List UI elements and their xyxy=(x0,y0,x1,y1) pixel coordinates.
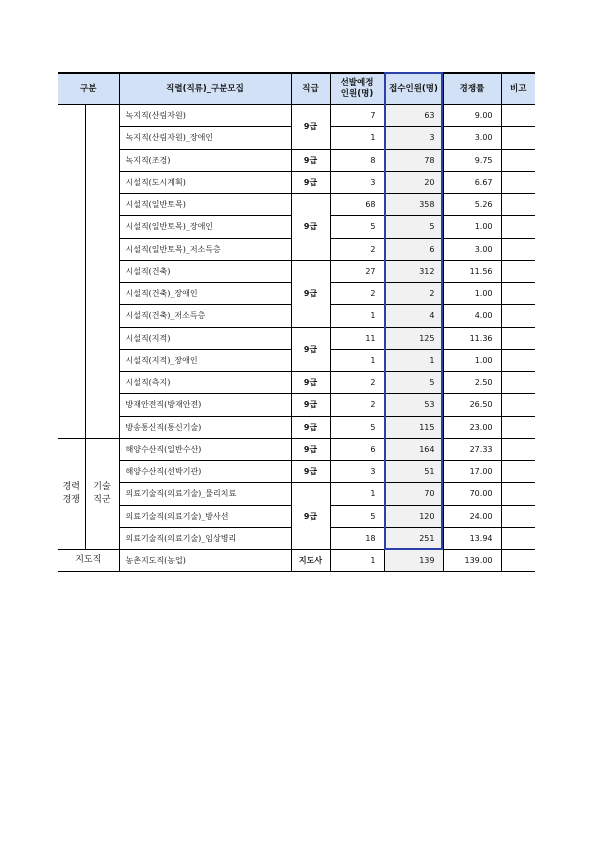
header-applicants: 접수인원(명) xyxy=(384,73,443,105)
planned-count: 11 xyxy=(330,327,384,349)
grade-cell: 9급 xyxy=(291,461,330,483)
competition-ratio: 1.00 xyxy=(443,283,501,305)
applicant-count: 251 xyxy=(384,527,443,549)
header-planned-line2: 인원(명) xyxy=(340,89,374,99)
grade-cell: 9급 xyxy=(291,416,330,438)
applicant-count: 5 xyxy=(384,372,443,394)
table-row xyxy=(58,394,535,416)
applicant-count: 63 xyxy=(384,105,443,127)
planned-count: 1 xyxy=(330,127,384,149)
tech-line2: 직군 xyxy=(93,494,111,505)
position-name: 해양수산직(선박기관) xyxy=(119,461,291,483)
competition-ratio: 11.56 xyxy=(443,260,501,282)
position-name: 의료기술직(의료기술)_방사선 xyxy=(119,505,291,527)
competition-ratio: 5.26 xyxy=(443,194,501,216)
applicant-count: 120 xyxy=(384,505,443,527)
position-name: 농촌지도직(농업) xyxy=(119,550,291,572)
note-cell xyxy=(501,461,535,483)
competition-ratio: 26.50 xyxy=(443,394,501,416)
table-row xyxy=(58,194,535,216)
competition-ratio: 3.00 xyxy=(443,127,501,149)
applicant-count: 5 xyxy=(384,216,443,238)
table-row xyxy=(58,483,535,505)
planned-count: 8 xyxy=(330,149,384,171)
planned-count: 5 xyxy=(330,216,384,238)
grade-cell: 9급 xyxy=(291,438,330,460)
table-row xyxy=(58,171,535,193)
planned-count: 2 xyxy=(330,238,384,260)
note-cell xyxy=(501,238,535,260)
position-name: 시설직(도시계획) xyxy=(119,171,291,193)
category-extension: 지도직 xyxy=(58,550,119,572)
planned-count: 2 xyxy=(330,372,384,394)
planned-count: 5 xyxy=(330,505,384,527)
note-cell xyxy=(501,527,535,549)
applicant-count: 115 xyxy=(384,416,443,438)
planned-count: 2 xyxy=(330,394,384,416)
tech-line1: 기술 xyxy=(93,481,111,492)
position-name: 의료기술직(의료기술)_임상병리 xyxy=(119,527,291,549)
position-name: 시설직(일반토목) xyxy=(119,194,291,216)
position-name: 시설직(일반토목)_장애인 xyxy=(119,216,291,238)
table-row xyxy=(58,438,535,460)
header-row xyxy=(58,73,535,105)
position-name: 녹지직(산림자원) xyxy=(119,105,291,127)
applicant-count: 53 xyxy=(384,394,443,416)
applicant-count: 51 xyxy=(384,461,443,483)
competition-ratio: 13.94 xyxy=(443,527,501,549)
note-cell xyxy=(501,394,535,416)
applicant-count: 125 xyxy=(384,327,443,349)
grade-cell: 9급 xyxy=(291,194,330,261)
header-position: 직렬(직류)_구분모집 xyxy=(119,73,291,105)
planned-count: 5 xyxy=(330,416,384,438)
header-note: 비고 xyxy=(501,73,535,105)
note-cell xyxy=(501,194,535,216)
competition-ratio: 24.00 xyxy=(443,505,501,527)
planned-count: 18 xyxy=(330,527,384,549)
planned-count: 27 xyxy=(330,260,384,282)
position-name: 시설직(지적)_장애인 xyxy=(119,349,291,371)
planned-count: 1 xyxy=(330,483,384,505)
competition-ratio: 6.67 xyxy=(443,171,501,193)
note-cell xyxy=(501,305,535,327)
note-cell xyxy=(501,372,535,394)
grade-cell: 9급 xyxy=(291,149,330,171)
note-cell xyxy=(501,171,535,193)
position-name: 방재안전직(방재안전) xyxy=(119,394,291,416)
applicant-count: 20 xyxy=(384,171,443,193)
category-blank-cell xyxy=(58,105,85,439)
competition-ratio: 1.00 xyxy=(443,216,501,238)
competition-ratio: 27.33 xyxy=(443,438,501,460)
planned-count: 2 xyxy=(330,283,384,305)
competition-ratio: 3.00 xyxy=(443,238,501,260)
planned-count: 1 xyxy=(330,349,384,371)
category-blank-subcell xyxy=(85,105,119,439)
header-planned-line1: 선발예정 xyxy=(340,78,374,88)
note-cell xyxy=(501,260,535,282)
grade-cell: 9급 xyxy=(291,171,330,193)
applicant-count: 358 xyxy=(384,194,443,216)
grade-cell: 9급 xyxy=(291,105,330,150)
position-name: 시설직(건축) xyxy=(119,260,291,282)
applicant-count: 6 xyxy=(384,238,443,260)
competition-ratio: 70.00 xyxy=(443,483,501,505)
planned-count: 1 xyxy=(330,550,384,572)
competition-ratio: 2.50 xyxy=(443,372,501,394)
position-name: 방송통신직(통신기술) xyxy=(119,416,291,438)
planned-count: 3 xyxy=(330,171,384,193)
grade-cell: 지도사 xyxy=(291,550,330,572)
position-name: 시설직(건축)_장애인 xyxy=(119,283,291,305)
table-row xyxy=(58,461,535,483)
planned-count: 3 xyxy=(330,461,384,483)
position-name: 시설직(측지) xyxy=(119,372,291,394)
header-planned xyxy=(330,73,384,105)
category-tech-group xyxy=(85,438,119,549)
planned-count: 1 xyxy=(330,305,384,327)
table-row xyxy=(58,327,535,349)
competition-ratio: 9.75 xyxy=(443,149,501,171)
planned-count: 7 xyxy=(330,105,384,127)
header-category: 구분 xyxy=(58,73,119,105)
note-cell xyxy=(501,283,535,305)
position-name: 녹지직(조경) xyxy=(119,149,291,171)
note-cell xyxy=(501,438,535,460)
grade-cell: 9급 xyxy=(291,394,330,416)
table-row xyxy=(58,550,535,572)
grade-cell: 9급 xyxy=(291,372,330,394)
table-row xyxy=(58,416,535,438)
header-grade: 직급 xyxy=(291,73,330,105)
note-cell xyxy=(501,216,535,238)
note-cell xyxy=(501,105,535,127)
competition-ratio: 1.00 xyxy=(443,349,501,371)
applicant-count: 139 xyxy=(384,550,443,572)
note-cell xyxy=(501,416,535,438)
competition-ratio: 9.00 xyxy=(443,105,501,127)
position-name: 의료기술직(의료기술)_물리치료 xyxy=(119,483,291,505)
recruitment-table xyxy=(58,72,535,572)
note-cell xyxy=(501,327,535,349)
career-line2: 경쟁 xyxy=(62,494,80,505)
note-cell xyxy=(501,483,535,505)
competition-ratio: 4.00 xyxy=(443,305,501,327)
table-row xyxy=(58,372,535,394)
position-name: 시설직(일반토목)_저소득층 xyxy=(119,238,291,260)
competition-ratio: 23.00 xyxy=(443,416,501,438)
position-name: 시설직(건축)_저소득층 xyxy=(119,305,291,327)
position-name: 시설직(지적) xyxy=(119,327,291,349)
category-career-competition xyxy=(58,438,85,549)
applicant-count: 164 xyxy=(384,438,443,460)
applicant-count: 312 xyxy=(384,260,443,282)
career-line1: 경력 xyxy=(62,481,80,492)
note-cell xyxy=(501,149,535,171)
header-ratio: 경쟁률 xyxy=(443,73,501,105)
applicant-count: 4 xyxy=(384,305,443,327)
table-row xyxy=(58,149,535,171)
note-cell xyxy=(501,127,535,149)
applicant-count: 1 xyxy=(384,349,443,371)
competition-ratio: 17.00 xyxy=(443,461,501,483)
table-row xyxy=(58,260,535,282)
applicant-count: 2 xyxy=(384,283,443,305)
applicant-count: 78 xyxy=(384,149,443,171)
applicant-count: 3 xyxy=(384,127,443,149)
grade-cell: 9급 xyxy=(291,483,330,550)
position-name: 녹지직(산림자원)_장애인 xyxy=(119,127,291,149)
position-name: 해양수산직(일반수산) xyxy=(119,438,291,460)
competition-ratio: 139.00 xyxy=(443,550,501,572)
note-cell xyxy=(501,550,535,572)
table-row xyxy=(58,105,535,127)
grade-cell: 9급 xyxy=(291,327,330,372)
competition-ratio: 11.36 xyxy=(443,327,501,349)
note-cell xyxy=(501,505,535,527)
grade-cell: 9급 xyxy=(291,260,330,327)
table-body xyxy=(58,105,535,572)
note-cell xyxy=(501,349,535,371)
applicant-count: 70 xyxy=(384,483,443,505)
planned-count: 68 xyxy=(330,194,384,216)
planned-count: 6 xyxy=(330,438,384,460)
